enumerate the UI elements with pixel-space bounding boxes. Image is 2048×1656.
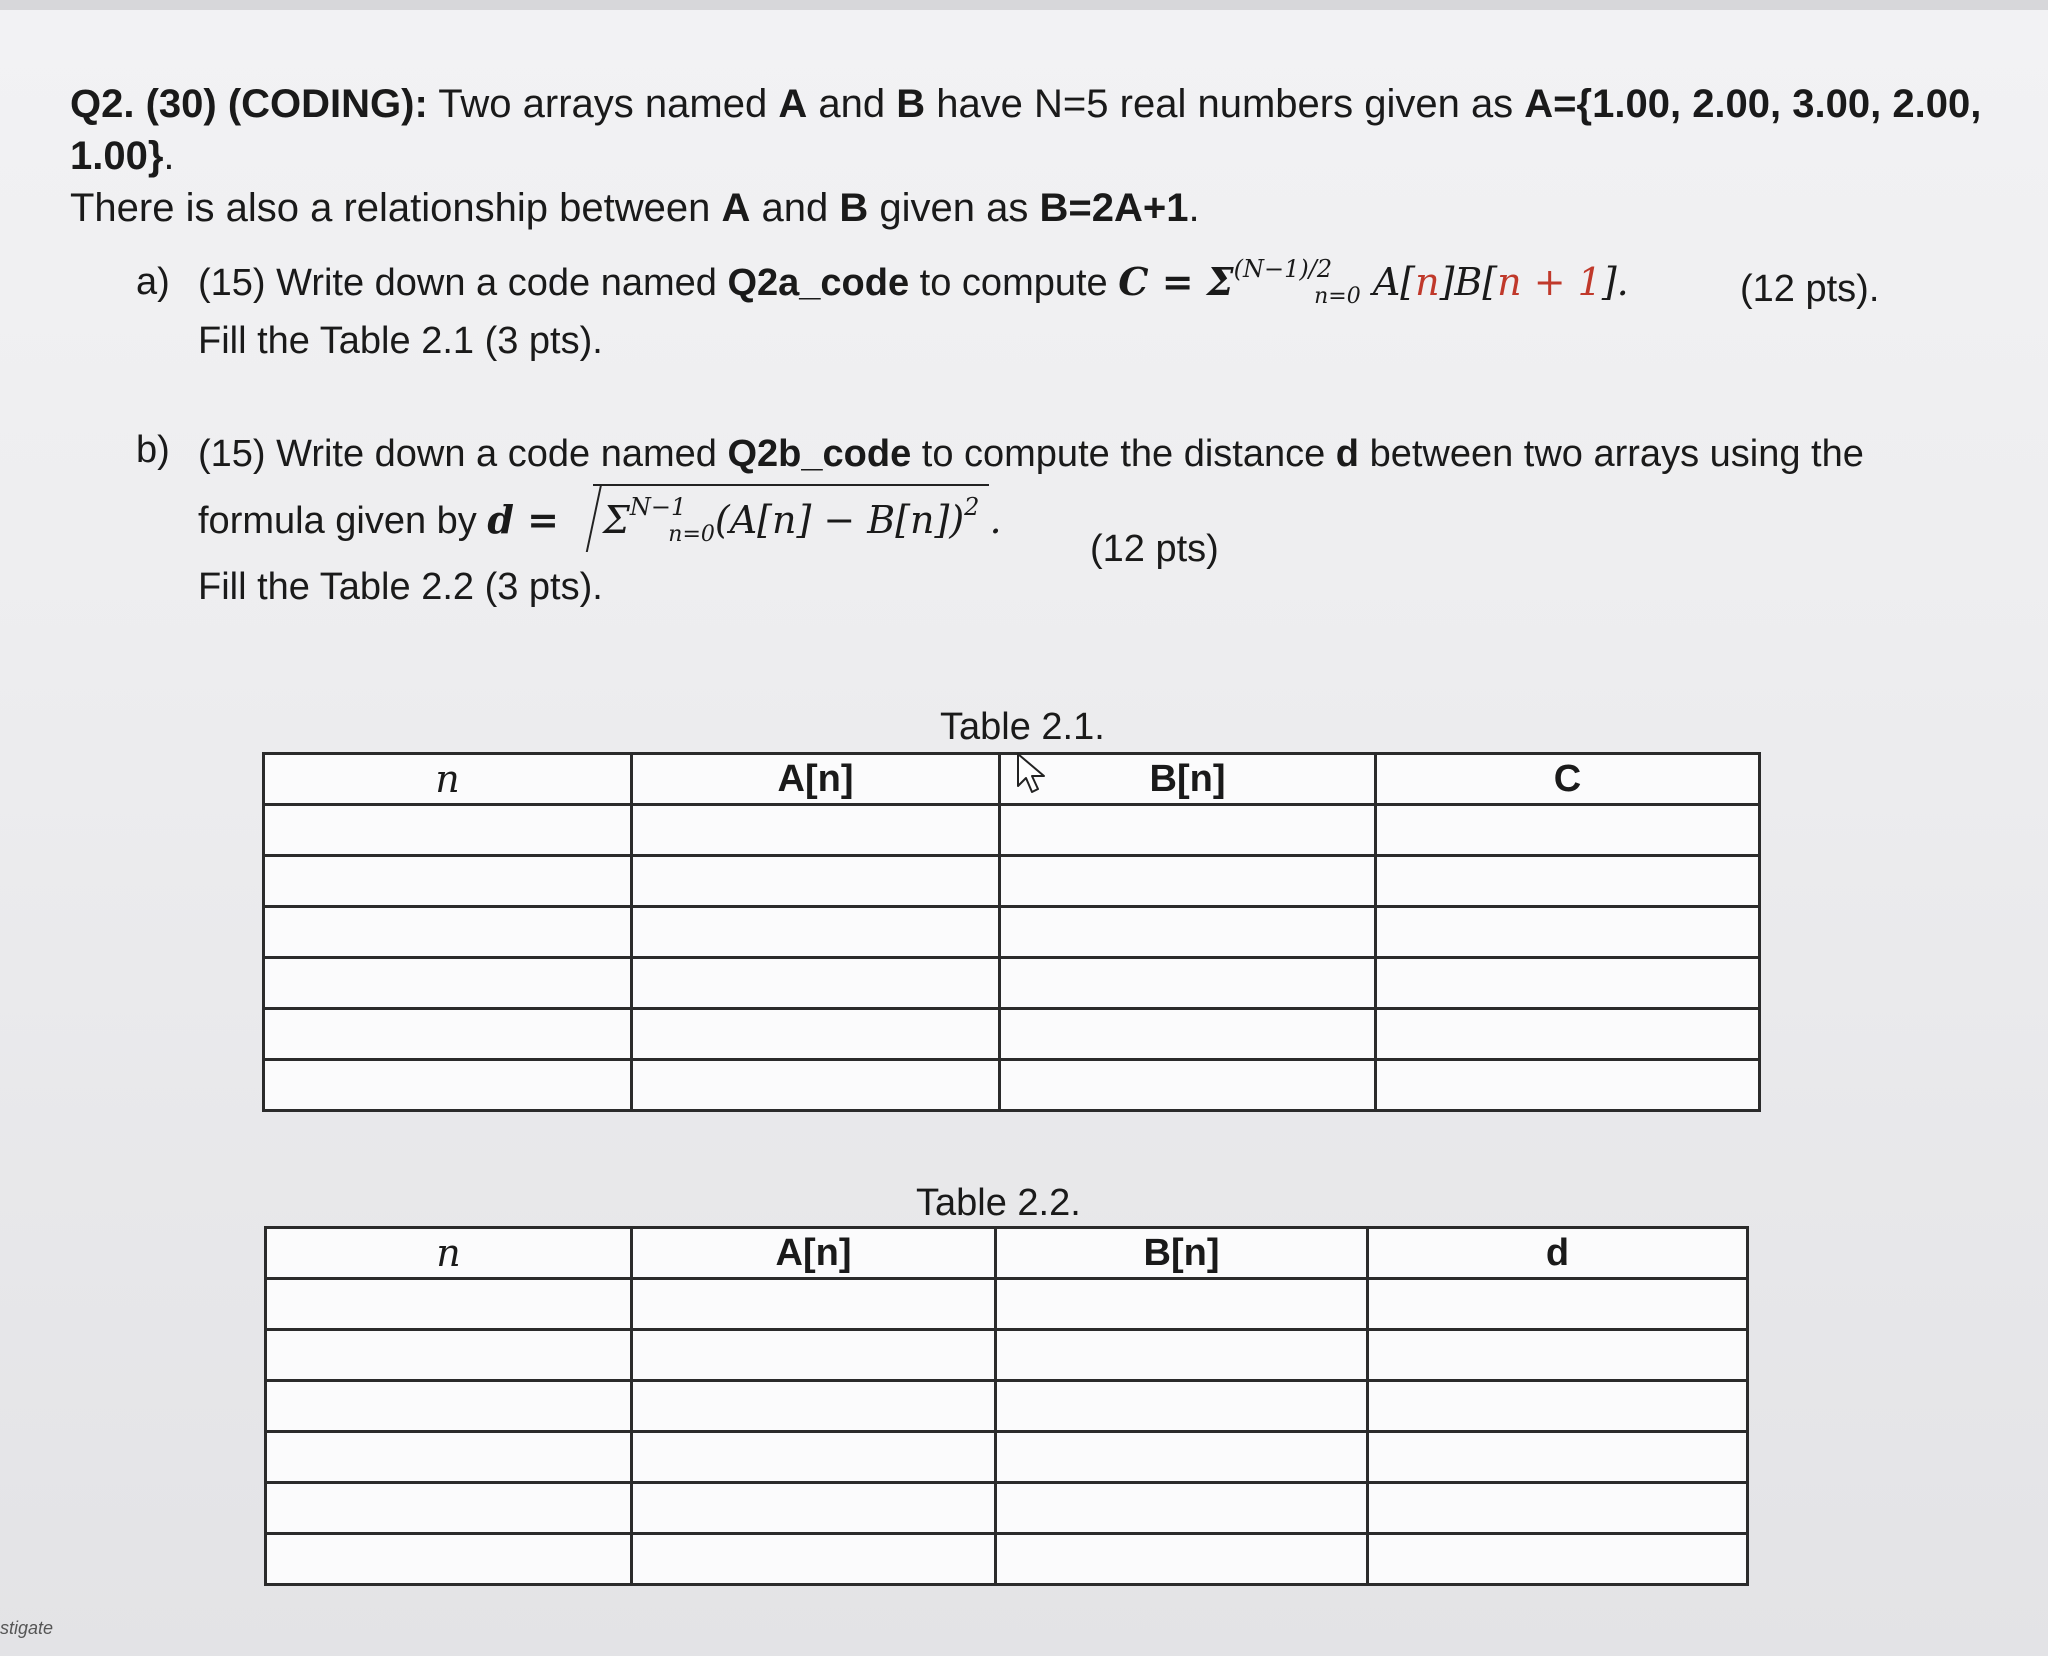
header-and1: and: [807, 82, 897, 126]
table2-cell[interactable]: [996, 1483, 1368, 1534]
table1-cell[interactable]: [1376, 1009, 1760, 1060]
part-b-text1: (15) Write down a code named: [198, 433, 728, 475]
formula-c-index-n: n: [1415, 260, 1440, 304]
table-row: [264, 1060, 1760, 1111]
table-row: [266, 1330, 1748, 1381]
table-row: [266, 1483, 1748, 1534]
part-b-points: (12 pts): [1090, 528, 1219, 570]
table2-cell[interactable]: [996, 1432, 1368, 1483]
part-b-text2: to compute the distance: [911, 433, 1336, 475]
formula-c-rhs-b: ]B[: [1439, 260, 1498, 304]
table1-header-row: [264, 754, 1760, 805]
table1-cell[interactable]: [1376, 856, 1760, 907]
array-b-name: B: [896, 82, 926, 126]
table1-cell[interactable]: [1000, 856, 1376, 907]
formula-d-sum: Σ: [603, 498, 630, 542]
part-a-points: (12 pts).: [1740, 268, 1880, 310]
table2-cell[interactable]: [1368, 1381, 1748, 1432]
table2-cell[interactable]: [266, 1279, 632, 1330]
table1-cell[interactable]: [264, 1060, 632, 1111]
part-a-line2: Fill the Table 2.1 (3 pts).: [198, 320, 603, 362]
part-a-code-name: Q2a_code: [727, 262, 910, 304]
question-lead: Q2. (30) (CODING):: [70, 82, 428, 126]
part-a: [136, 256, 1936, 366]
table2-cell[interactable]: [632, 1432, 996, 1483]
part-a-body: [198, 256, 1958, 367]
part-b-formula: [487, 493, 1002, 547]
table1-header-c: C: [1376, 754, 1760, 805]
top-edge: [0, 0, 2048, 10]
table2-caption: Table 2.2.: [916, 1182, 1081, 1224]
part-a-text2: to compute: [909, 262, 1119, 304]
table-row: [266, 1432, 1748, 1483]
table1-cell[interactable]: [1000, 907, 1376, 958]
table2-cell[interactable]: [632, 1534, 996, 1585]
table1-cell[interactable]: [632, 805, 1000, 856]
formula-d-sqrt: [593, 484, 989, 557]
table1-cell[interactable]: [264, 856, 632, 907]
table2-cell[interactable]: [266, 1381, 632, 1432]
formula-d-end: .: [989, 498, 1002, 542]
formula-d-lower-limit: n=0: [668, 522, 715, 547]
header-and2: and: [750, 186, 840, 230]
part-b-text3: between two arrays using the: [1359, 433, 1864, 475]
table1-cell[interactable]: [1376, 907, 1760, 958]
formula-c-lower-limit: n=0: [1314, 284, 1361, 309]
array-a-name: A: [778, 82, 808, 126]
part-a-label: a): [136, 261, 170, 303]
table-row: [266, 1534, 1748, 1585]
table1-cell[interactable]: [264, 1009, 632, 1060]
part-a-text1: (15) Write down a code named: [198, 262, 728, 304]
table1-cell[interactable]: [1376, 958, 1760, 1009]
formula-c-rhs-a: A[: [1360, 260, 1416, 304]
relationship: B=2A+1: [1039, 186, 1189, 230]
table-row: [264, 805, 1760, 856]
formula-c-index-n-plus-1: n + 1: [1497, 260, 1602, 304]
part-b-formula-prefix: formula given by: [198, 500, 488, 542]
table2-cell[interactable]: [266, 1432, 632, 1483]
formula-d-body: (A[n] − B[n]): [714, 498, 965, 542]
table2-cell[interactable]: [632, 1279, 996, 1330]
part-b-label: b): [136, 429, 170, 471]
header-text2: have N=5 real numbers given as: [925, 82, 1525, 126]
part-b-code-name: Q2b_code: [727, 433, 912, 475]
mouse-pointer-icon: [1016, 752, 1050, 796]
table2-header-d: d: [1368, 1228, 1748, 1279]
table2-cell[interactable]: [1368, 1330, 1748, 1381]
table2-cell[interactable]: [996, 1330, 1368, 1381]
table1: [262, 752, 1761, 1112]
table2: [264, 1226, 1749, 1586]
table2-cell[interactable]: [996, 1534, 1368, 1585]
table2-cell[interactable]: [1368, 1534, 1748, 1585]
table2-header-n: n: [266, 1228, 632, 1279]
array-b-name-2: B: [839, 186, 869, 230]
table1-cell[interactable]: [264, 958, 632, 1009]
formula-c-rhs-c: ].: [1601, 260, 1629, 304]
table2-cell[interactable]: [1368, 1432, 1748, 1483]
header-text3: .: [163, 134, 175, 178]
table2-cell[interactable]: [266, 1483, 632, 1534]
formula-d-upper-limit: N−1: [629, 493, 687, 521]
table-row: [266, 1279, 1748, 1330]
table1-cell[interactable]: [1376, 805, 1760, 856]
table1-cell[interactable]: [1000, 805, 1376, 856]
table1-cell[interactable]: [1000, 1009, 1376, 1060]
table1-cell[interactable]: [632, 958, 1000, 1009]
header-line2a: There is also a relationship between: [70, 186, 722, 230]
part-b: [136, 424, 1966, 644]
array-a-name-2: A: [721, 186, 751, 230]
table2-header-row: [266, 1228, 1748, 1279]
part-b-d: d: [1335, 433, 1360, 475]
table2-header-a: A[n]: [632, 1228, 996, 1279]
table1-caption: Table 2.1.: [940, 706, 1105, 748]
table1-header-b: B[n]: [1000, 754, 1376, 805]
table1-cell[interactable]: [1000, 958, 1376, 1009]
formula-d-exponent: 2: [964, 493, 980, 521]
table1-cell[interactable]: [264, 907, 632, 958]
table-row: [264, 958, 1760, 1009]
formula-c-upper-limit: (N−1)/2: [1233, 255, 1333, 283]
table1-header-n: n: [264, 754, 632, 805]
table-row: [264, 907, 1760, 958]
table1-cell[interactable]: [632, 1009, 1000, 1060]
table1-cell[interactable]: [632, 1060, 1000, 1111]
table2-cell[interactable]: [1368, 1483, 1748, 1534]
header-text1: Two arrays named: [427, 82, 779, 126]
table2-cell[interactable]: [632, 1381, 996, 1432]
part-b-line3: Fill the Table 2.2 (3 pts).: [198, 566, 603, 608]
part-b-body: [198, 424, 1958, 617]
table-row: [266, 1381, 1748, 1432]
table2-cell[interactable]: [996, 1279, 1368, 1330]
table2-cell[interactable]: [266, 1534, 632, 1585]
table2-cell[interactable]: [632, 1483, 996, 1534]
table1-cell[interactable]: [632, 856, 1000, 907]
table1-cell[interactable]: [1376, 1060, 1760, 1111]
table1-cell[interactable]: [632, 907, 1000, 958]
table2-cell[interactable]: [996, 1381, 1368, 1432]
question-header: [70, 78, 2000, 234]
table-row: [264, 856, 1760, 907]
table2-cell[interactable]: [266, 1330, 632, 1381]
table1-cell[interactable]: [264, 805, 632, 856]
table2-header-b: B[n]: [996, 1228, 1368, 1279]
table1-header-a: A[n]: [632, 754, 1000, 805]
table2-cell[interactable]: [1368, 1279, 1748, 1330]
formula-c-lhs: C = Σ: [1118, 259, 1234, 304]
header-line2c: .: [1188, 186, 1200, 230]
part-a-formula: [1118, 255, 1629, 309]
corner-watermark: stigate: [0, 1618, 54, 1638]
header-line2b: given as: [868, 186, 1040, 230]
table2-cell[interactable]: [632, 1330, 996, 1381]
table1-cell[interactable]: [1000, 1060, 1376, 1111]
array-a-definition: A={1.00, 2.00, 3.00, 2.00, 1.00}: [70, 82, 1982, 178]
formula-d-lhs: d =: [487, 497, 560, 542]
table-row: [264, 1009, 1760, 1060]
